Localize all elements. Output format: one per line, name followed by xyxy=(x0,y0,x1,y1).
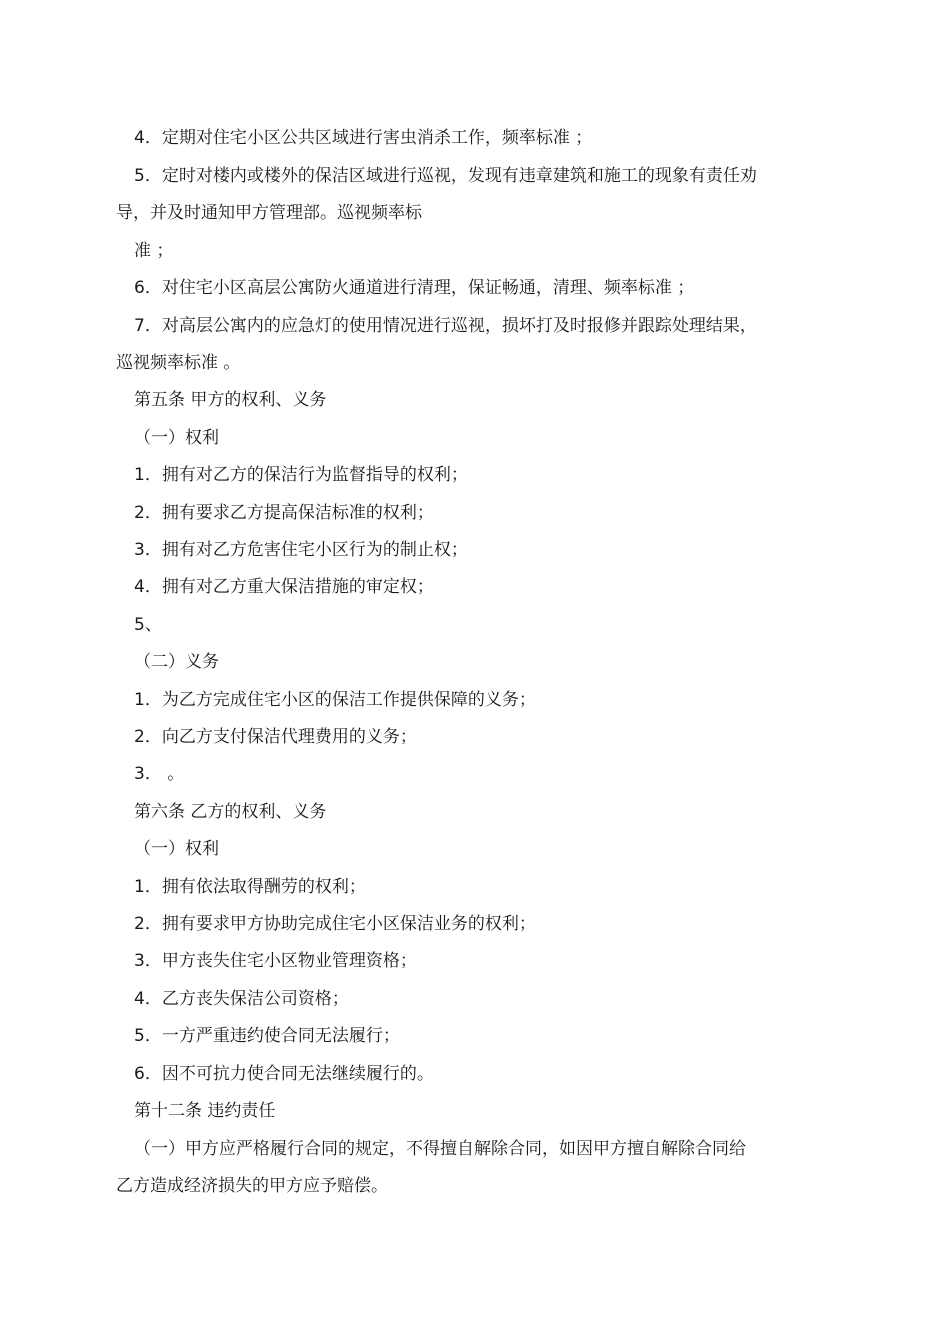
party-a-right-3: 3．拥有对乙方危害住宅小区行为的制止权； xyxy=(134,540,468,560)
party-a-right-2: 2．拥有要求乙方提高保洁标准的权利； xyxy=(134,503,434,523)
clause-5-patrol-cont: 导，并及时通知甲方管理部。巡视频率标 xyxy=(116,203,422,223)
party-b-right-1: 1．拥有依法取得酬劳的权利； xyxy=(134,877,366,897)
breach-clause-1-cont: 乙方造成经济损失的甲方应予赔偿。 xyxy=(116,1176,388,1196)
party-a-duty-1: 1．为乙方完成住宅小区的保洁工作提供保障的义务； xyxy=(134,690,536,710)
party-a-right-1: 1．拥有对乙方的保洁行为监督指导的权利； xyxy=(134,465,468,485)
party-a-duties-heading: （二）义务 xyxy=(134,652,219,672)
clause-5-patrol: 5．定时对楼内或楼外的保洁区域进行巡视，发现有违章建筑和施工的现象有责任劝 xyxy=(134,166,757,186)
termination-item-6: 6．因不可抗力使合同无法继续履行的。 xyxy=(134,1064,434,1084)
party-a-right-5: 5、 xyxy=(134,615,162,635)
party-a-rights-heading: （一）权利 xyxy=(134,428,219,448)
party-a-right-4: 4．拥有对乙方重大保洁措施的审定权； xyxy=(134,577,434,597)
party-a-duty-2: 2．向乙方支付保洁代理费用的义务； xyxy=(134,727,417,747)
clause-7-emergency-light-cont: 巡视频率标准 。 xyxy=(116,353,241,373)
article-6-heading: 第六条 乙方的权利、义务 xyxy=(134,802,327,822)
clause-6-fire-exit: 6．对住宅小区高层公寓防火通道进行清理，保证畅通，清理、频率标准 ； xyxy=(134,278,695,298)
article-12-heading: 第十二条 违约责任 xyxy=(134,1101,276,1121)
termination-item-5: 5．一方严重违约使合同无法履行； xyxy=(134,1026,400,1046)
termination-item-3: 3．甲方丧失住宅小区物业管理资格； xyxy=(134,951,417,971)
clause-4-pest-control: 4．定期对住宅小区公共区域进行害虫消杀工作，频率标准 ； xyxy=(134,128,593,148)
party-a-duty-3: 3． 。 xyxy=(134,764,185,784)
party-b-right-2: 2．拥有要求甲方协助完成住宅小区保洁业务的权利； xyxy=(134,914,536,934)
clause-5-patrol-cont2: 准 ； xyxy=(134,241,174,261)
termination-item-4: 4．乙方丧失保洁公司资格； xyxy=(134,989,349,1009)
article-5-heading: 第五条 甲方的权利、义务 xyxy=(134,390,327,410)
party-b-rights-heading: （一）权利 xyxy=(134,839,219,859)
breach-clause-1: （一）甲方应严格履行合同的规定，不得擅自解除合同，如因甲方擅自解除合同给 xyxy=(134,1139,746,1159)
clause-7-emergency-light: 7．对高层公寓内的应急灯的使用情况进行巡视，损坏打及时报修并跟踪处理结果， xyxy=(134,316,757,336)
